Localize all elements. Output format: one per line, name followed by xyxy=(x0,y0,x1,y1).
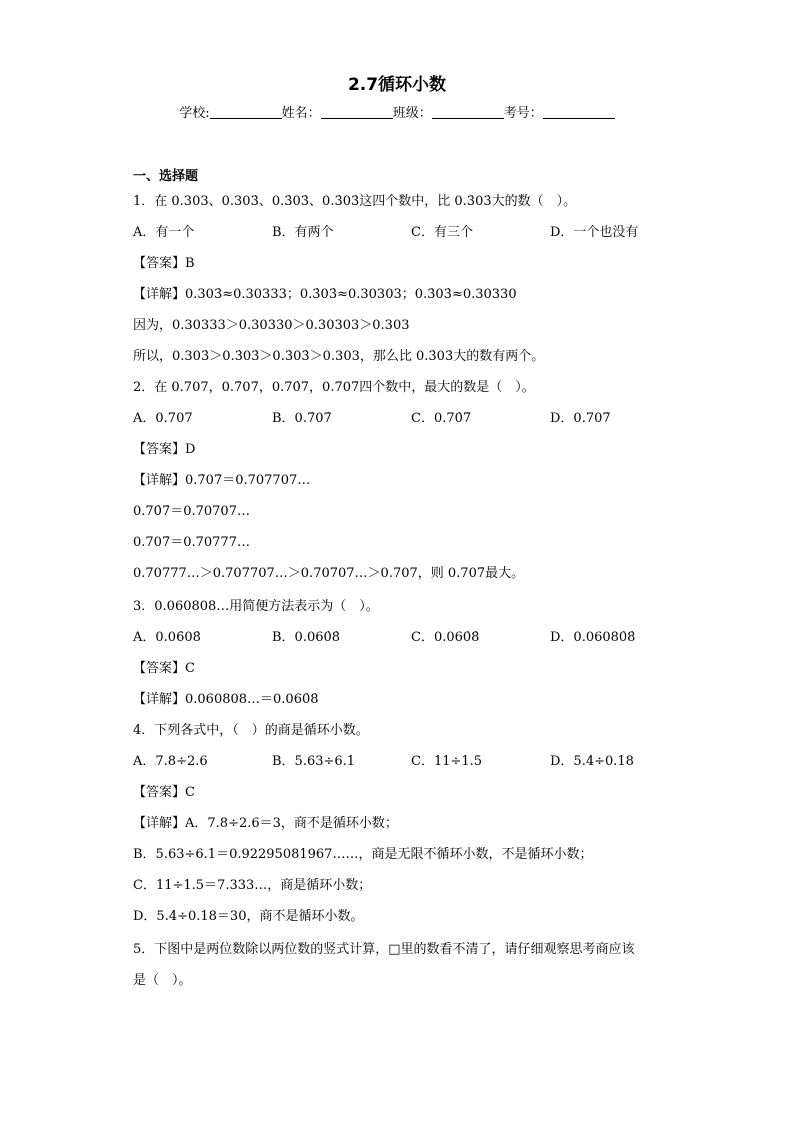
q2-detail-2: 0.70̇7̇＝0.70707… xyxy=(133,504,250,519)
q2-option-a: A．0.707 xyxy=(133,411,193,426)
student-info-line xyxy=(0,102,794,121)
q4-detail-3: C．11÷1.5＝7.333…，商是循环小数； xyxy=(133,878,372,893)
q4-answer: 【答案】C xyxy=(133,785,195,800)
q1-option-a: A．有一个 xyxy=(133,225,195,240)
q4-stem: 4．下列各式中，（ ）的商是循环小数。 xyxy=(133,723,369,738)
q2-option-c: C．0.70̇7̇ xyxy=(411,411,472,426)
q2-detail-4: 0.70777…＞0.707707…＞0.70707…＞0.707，则 0.707̇最大。 xyxy=(133,566,525,581)
q5-stem-line-1: 5．下图中是两位数除以两位数的竖式计算，□里的数看不清了，请仔细观察思考商应该 xyxy=(133,942,635,957)
class-label: 班级： xyxy=(392,106,432,121)
q3-option-b: B．0.060̇8̇ xyxy=(272,630,341,645)
q1-option-b: B．有两个 xyxy=(272,225,334,240)
q2-answer: 【答案】D xyxy=(133,442,196,457)
q4-detail-2: B．5.63÷6.1＝0.92295081967……，商是无限不循环小数，不是循环小数； xyxy=(133,847,593,862)
section-title: 一、选择题 xyxy=(133,169,199,184)
exam-no-blank[interactable] xyxy=(543,104,615,119)
q5-stem-line-2: 是（ ）。 xyxy=(133,973,192,988)
q2-detail-3: 0.707̇＝0.70777… xyxy=(133,535,250,550)
name-label: 姓名： xyxy=(281,106,321,121)
q4-option-d: D．5.4÷0.18 xyxy=(550,754,634,769)
q2-option-b: B．0.7̇07̇ xyxy=(272,411,332,426)
q4-option-c: C．11÷1.5 xyxy=(411,754,483,769)
q3-option-c: C．0.060̇8̇ xyxy=(411,630,480,645)
q1-answer: 【答案】B xyxy=(133,256,195,271)
school-label: 学校: xyxy=(179,106,210,121)
exam-no-label: 考号： xyxy=(503,106,543,121)
q4-option-b: B．5.63÷6.1 xyxy=(272,754,356,769)
q3-option-d: D．0.06080̇8̇ xyxy=(550,630,636,645)
q2-option-d: D．0.707̇ xyxy=(550,411,611,426)
q1-option-d: D．一个也没有 xyxy=(550,225,639,240)
q1-option-c: C．有三个 xyxy=(411,225,473,240)
q3-stem: 3．0.060808…用简便方法表示为（ ）。 xyxy=(133,599,379,614)
q1-detail-3: 所以，0.303̇＞0.3̇03̇＞0.3̇03̇＞0.303，那么比 0.3̇03̇大的数有两个。 xyxy=(133,349,545,364)
q4-detail-1: 【详解】A．7.8÷2.6＝3，商不是循环小数； xyxy=(133,816,398,831)
q3-option-a: A．0.06̇08̇ xyxy=(133,630,201,645)
q1-detail-2: 因为，0.30333＞0.30330＞0.30303＞0.303 xyxy=(133,318,410,333)
q1-detail-1: 【详解】0.303̇≈0.30333；0.3̇03̇≈0.30303；0.3̇03̇≈0.30330 xyxy=(133,287,517,302)
q3-answer: 【答案】C xyxy=(133,661,195,676)
q4-option-a: A．7.8÷2.6 xyxy=(133,754,208,769)
q1-stem: 1．在 0.303、0.303̇、0.3̇03̇、0.3̇03̇这四个数中，比 0.3̇03̇大的数（ ）。 xyxy=(133,194,577,209)
q2-stem: 2．在 0.707，0.7̇07̇，0.70̇7̇，0.707̇四个数中，最大的数是（ ）。 xyxy=(133,380,535,395)
q4-detail-4: D．5.4÷0.18＝30，商不是循环小数。 xyxy=(133,909,364,924)
q3-detail-1: 【详解】0.060808…＝0.060̇8̇ xyxy=(133,692,319,707)
school-blank[interactable] xyxy=(210,104,282,119)
name-blank[interactable] xyxy=(321,104,393,119)
q2-detail-1: 【详解】0.7̇07̇＝0.707707… xyxy=(133,473,311,488)
class-blank[interactable] xyxy=(432,104,504,119)
page-title: 2.7循环小数 xyxy=(347,75,447,95)
